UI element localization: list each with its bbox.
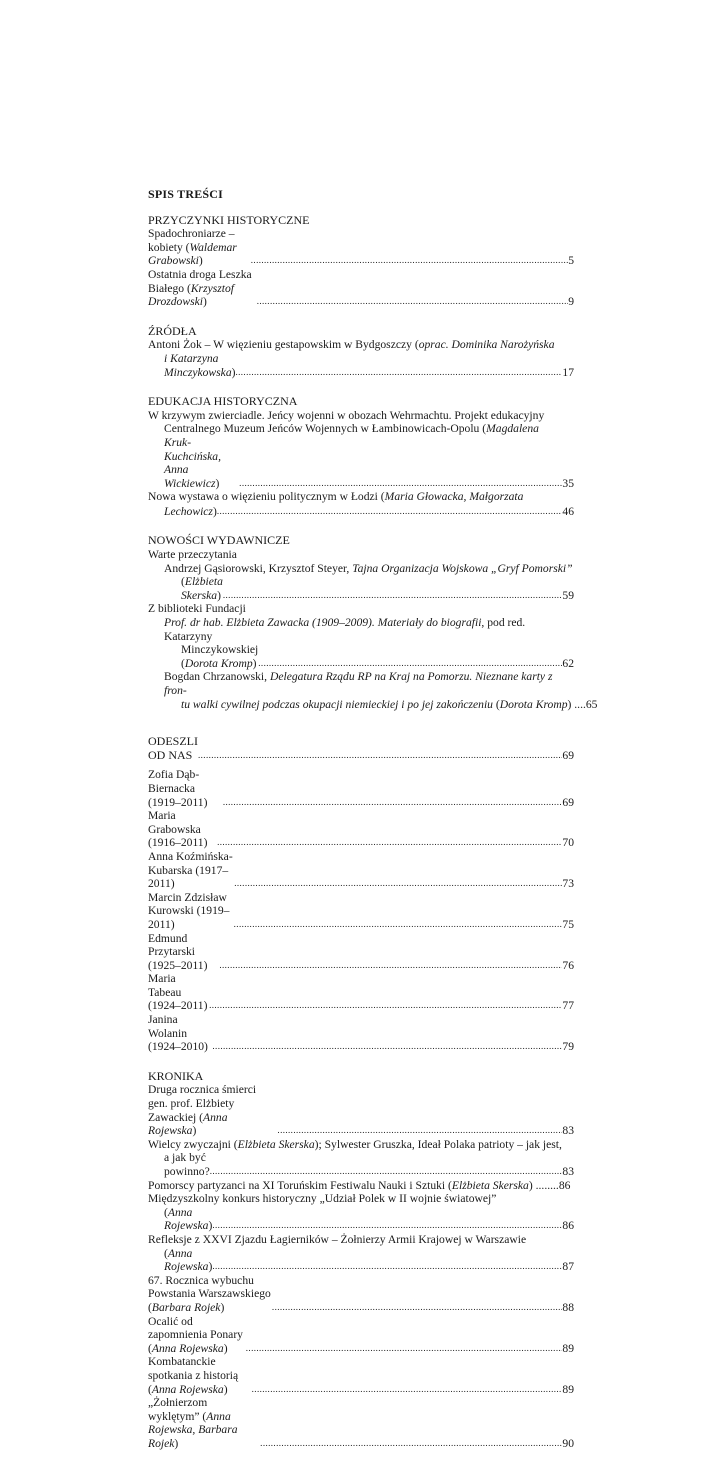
list-item: Ocalić od zapomnienia Ponary (Anna Rojewska) ..... 89 (148, 1315, 574, 1356)
page-number: 17 (562, 365, 574, 379)
section-kronika (148, 1070, 574, 1451)
page-number: 89 (562, 1382, 574, 1396)
list-item: Kombatanckie spotkania z historią (Anna Rojewska) ..... 89 (148, 1355, 574, 1396)
list-item: Janina Wolanin (1924–2010) ..... 79 (148, 1013, 574, 1054)
page-number: 79 (562, 1040, 574, 1054)
section-heading: ODESZLI OD NAS (148, 734, 198, 762)
list-item: Bogdan Chrzanowski, Delegatura Rządu RP na Kraj na Pomorzu. Nieznane karty z fron- tu walki cywilnej podczas okupacji niemieckiej i po jej zakończeniu (Dorota Kromp) ....65 (164, 670, 598, 711)
section-odeszli (148, 735, 574, 1054)
page-number: 83 (562, 1165, 574, 1178)
page-number: 83 (562, 1124, 574, 1138)
page-number: 76 (562, 958, 574, 972)
list-item: Anna Koźmińska-Kubarska (1917–2011) ..... 73 (148, 850, 574, 891)
page-number: 59 (562, 588, 574, 602)
page-number: 62 (562, 656, 574, 670)
list-item: Zofia Dąb-Biernacka (1919–2011) ..... 69 (148, 768, 574, 809)
list-item: Andrzej Gąsiorowski, Krzysztof Steyer, Tajna Organizacja Wojskowa „Gryf Pomorski” (Elżbieta Skerska) ..... 59 (148, 562, 574, 603)
page-number: 77 (562, 999, 574, 1013)
list-item: Antoni Żok – W więzieniu gestapowskim w Bydgoszczy (oprac. Dominika Narożyńska i Katarzyna Minczykowska) ..... 17 (148, 338, 574, 379)
list-item: Pomorscy partyzanci na XI Toruńskim Festiwalu Nauki i Sztuki (Elżbieta Skerska) ........86 (148, 1178, 571, 1192)
list-item: Maria Tabeau (1924–2011) ..... 77 (148, 972, 574, 1013)
page-number: 65 (585, 697, 598, 711)
subsection-heading: Warte przeczytania (148, 548, 237, 562)
list-item: Prof. dr hab. Elżbieta Zawacka (1909–2009). Materiały do biografii, pod red. Katarzyny Minczykowskiej (Dorota Kromp) ..... 62 (148, 616, 574, 670)
list-item: W krzywym zwierciadle. Jeńcy wojenni w obozach Wehrmachtu. Projekt edukacyjny Centralnego Muzeum Jeńców Wojennych w Łambinowicach-Opolu (Magdalena Kruk-Kuchcińska, Anna Wickiewicz) ..... 35 (148, 409, 574, 491)
list-item: Refleksje z XXVI Zjazdu Łagierników – Żołnierzy Armii Krajowej w Warszawie (Anna Rojewska) ..... 87 (148, 1233, 574, 1274)
section-heading-row (148, 735, 574, 762)
section-nowosci (148, 533, 598, 711)
table-of-contents (148, 187, 598, 1466)
list-item: Nowa wystawa o więzieniu politycznym w Łodzi (Maria Głowacka, Małgorzata Lechowicz) ..... 46 (148, 490, 574, 518)
section-heading: ŹRÓDŁA (148, 323, 197, 338)
section-heading: NOWOŚCI WYDAWNICZE (148, 533, 290, 548)
list-item: Międzyszkolny konkurs historyczny „Udział Polek w II wojnie światowej” (Anna Rojewska) ..... 86 (148, 1192, 574, 1233)
page-number: 86 (558, 1178, 571, 1192)
list-item: Edmund Przytarski (1925–2011) ..... 76 (148, 932, 574, 973)
list-item: Spadochroniarze – kobiety (Waldemar Grabowski) ..... 5 (148, 227, 574, 268)
page-number: 9 (568, 295, 574, 309)
page-number: 70 (562, 836, 574, 850)
list-item: Ostatnia droga Leszka Białego (Krzysztof Drozdowski) ..... 9 (148, 268, 574, 309)
page-number: 88 (562, 1300, 574, 1314)
page-number: 69 (562, 795, 574, 809)
list-item: 67. Rocznica wybuchu Powstania Warszawskiego (Barbara Rojek) ..... 88 (148, 1274, 574, 1315)
list-item: Wielcy zwyczajni (Elżbieta Skerska); Sylwester Gruszka, Ideał Polaka patrioty – jak jest, a jak być powinno? ..... 83 (148, 1138, 574, 1179)
page-number: 5 (568, 254, 574, 268)
list-item: Druga rocznica śmierci gen. prof. Elżbiety Zawackiej (Anna Rojewska) ..... 83 (148, 1083, 574, 1137)
page-number: 35 (562, 476, 574, 490)
subsection-heading: Z biblioteki Fundacji (148, 602, 246, 616)
page-number: 73 (562, 877, 574, 891)
section-zrodla (148, 325, 574, 379)
page-number: 90 (562, 1436, 574, 1450)
section-heading: EDUKACJA HISTORYCZNA (148, 394, 298, 409)
list-item: Marcin Zdzisław Kurowski (1919–2011) ..... 75 (148, 891, 574, 932)
page-number: 75 (562, 917, 574, 931)
list-item: Maria Grabowska (1916–2011) ..... 70 (148, 809, 574, 850)
list-item: „Żołnierzom wyklętym” (Anna Rojewska, Barbara Rojek) ..... 90 (148, 1396, 574, 1450)
section-heading: KRONIKA (148, 1068, 204, 1083)
page-number: 87 (562, 1260, 574, 1274)
section-edukacja (148, 395, 574, 518)
page-number: 69 (562, 748, 574, 762)
page-title: SPIS TREŚCI (148, 187, 224, 201)
section-heading: PRZYCZYNKI HISTORYCZNE (148, 212, 310, 227)
page-number: 46 (562, 504, 574, 518)
page-number: 86 (562, 1219, 574, 1233)
section-przyczynki (148, 214, 574, 309)
page-number: 89 (562, 1341, 574, 1355)
